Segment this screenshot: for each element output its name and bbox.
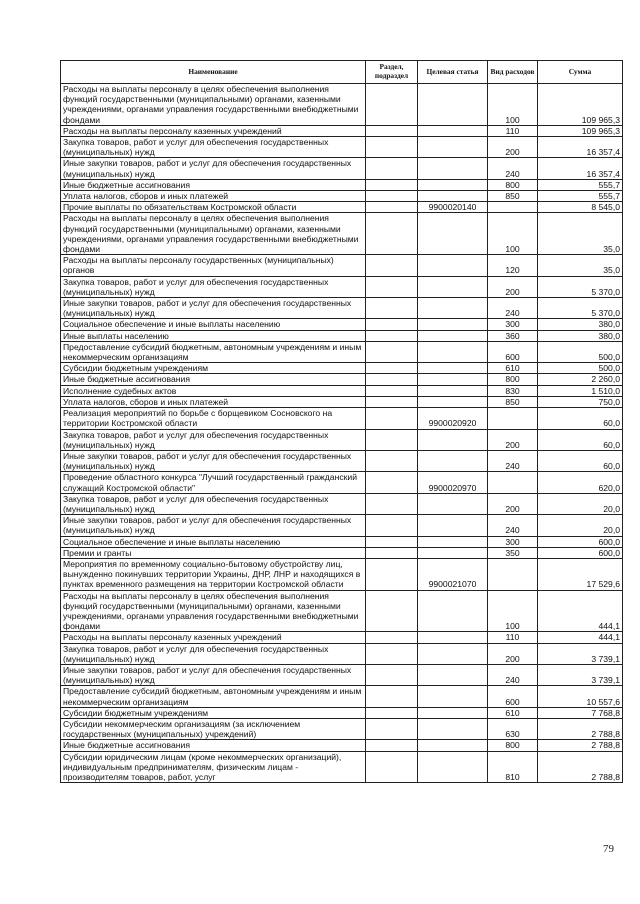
table-row	[61, 298, 623, 319]
cell-name: Социальное обеспечение и иные выплаты населению	[61, 536, 366, 547]
cell-kind: 800	[488, 179, 538, 190]
cell-sum: 2 788,8	[538, 740, 623, 751]
table-row	[61, 385, 623, 396]
cell-sum: 1 510,0	[538, 385, 623, 396]
cell-sum: 16 357,4	[538, 137, 623, 158]
table-row	[61, 341, 623, 362]
table-row	[61, 590, 623, 632]
cell-sum: 600,0	[538, 547, 623, 558]
cell-kind: 630	[488, 718, 538, 739]
cell-section	[366, 408, 418, 429]
cell-target	[418, 213, 488, 255]
cell-section	[366, 341, 418, 362]
table-row	[61, 255, 623, 276]
table-row	[61, 664, 623, 685]
cell-target	[418, 125, 488, 136]
cell-sum: 2 788,8	[538, 718, 623, 739]
cell-sum: 5 370,0	[538, 276, 623, 297]
cell-kind: 240	[488, 298, 538, 319]
table-body	[61, 84, 623, 783]
cell-kind: 200	[488, 493, 538, 514]
cell-name: Расходы на выплаты персоналу в целях обеспечения выполнения функций государственными (муниципальными) органами, казенными учреждениями, органами управления государственными внебюджетными фондами	[61, 590, 366, 632]
cell-section	[366, 429, 418, 450]
table-row	[61, 137, 623, 158]
budget-table-container	[60, 60, 622, 783]
header-sum: Сумма	[538, 61, 623, 84]
cell-target	[418, 718, 488, 739]
cell-section	[366, 276, 418, 297]
cell-section	[366, 718, 418, 739]
cell-target	[418, 751, 488, 783]
cell-target	[418, 276, 488, 297]
cell-section	[366, 515, 418, 536]
cell-target	[418, 590, 488, 632]
cell-kind: 300	[488, 536, 538, 547]
table-row	[61, 276, 623, 297]
cell-section	[366, 298, 418, 319]
cell-target	[418, 664, 488, 685]
cell-section	[366, 202, 418, 213]
cell-sum: 35,0	[538, 255, 623, 276]
cell-kind	[488, 472, 538, 493]
cell-target	[418, 319, 488, 330]
cell-kind: 810	[488, 751, 538, 783]
cell-section	[366, 472, 418, 493]
cell-target	[418, 396, 488, 407]
cell-sum: 60,0	[538, 450, 623, 471]
cell-target	[418, 429, 488, 450]
cell-target	[418, 255, 488, 276]
cell-target	[418, 298, 488, 319]
cell-kind: 200	[488, 429, 538, 450]
cell-kind: 200	[488, 643, 538, 664]
cell-section	[366, 396, 418, 407]
header-name: Наименование	[61, 61, 366, 84]
cell-sum: 35,0	[538, 213, 623, 255]
cell-name: Уплата налогов, сборов и иных платежей	[61, 191, 366, 202]
header-kind: Вид расходов	[488, 61, 538, 84]
cell-target	[418, 158, 488, 179]
cell-name: Закупка товаров, работ и услуг для обеспечения государственных (муниципальных) нужд	[61, 429, 366, 450]
cell-name: Расходы на выплаты персоналу государственных (муниципальных) органов	[61, 255, 366, 276]
cell-target	[418, 632, 488, 643]
cell-target	[418, 547, 488, 558]
cell-sum: 380,0	[538, 319, 623, 330]
cell-section	[366, 84, 418, 126]
cell-section	[366, 213, 418, 255]
cell-section	[366, 536, 418, 547]
cell-target	[418, 330, 488, 341]
cell-name: Субсидии бюджетным учреждениям	[61, 363, 366, 374]
cell-section	[366, 558, 418, 590]
table-row	[61, 740, 623, 751]
cell-target	[418, 363, 488, 374]
cell-section	[366, 385, 418, 396]
table-header-row	[61, 61, 623, 84]
cell-name: Субсидии юридическим лицам (кроме некоммерческих организаций), индивидуальным предпринимателям, физическим лицам - производителям товаров, работ, услуг	[61, 751, 366, 783]
cell-target	[418, 515, 488, 536]
cell-section	[366, 319, 418, 330]
cell-sum: 8 545,0	[538, 202, 623, 213]
page-number: 79	[603, 843, 614, 855]
table-row	[61, 429, 623, 450]
cell-name: Закупка товаров, работ и услуг для обеспечения государственных (муниципальных) нужд	[61, 643, 366, 664]
cell-sum: 380,0	[538, 330, 623, 341]
cell-section	[366, 686, 418, 707]
cell-kind	[488, 408, 538, 429]
cell-kind: 850	[488, 191, 538, 202]
cell-name: Субсидии бюджетным учреждениям	[61, 707, 366, 718]
cell-target	[418, 643, 488, 664]
table-row	[61, 686, 623, 707]
cell-sum: 600,0	[538, 536, 623, 547]
cell-target	[418, 740, 488, 751]
table-row	[61, 493, 623, 514]
cell-section	[366, 751, 418, 783]
cell-target	[418, 493, 488, 514]
cell-kind: 850	[488, 396, 538, 407]
cell-section	[366, 664, 418, 685]
table-row	[61, 751, 623, 783]
table-row	[61, 472, 623, 493]
cell-sum: 109 965,3	[538, 84, 623, 126]
table-row	[61, 536, 623, 547]
cell-kind: 240	[488, 158, 538, 179]
cell-target	[418, 686, 488, 707]
cell-section	[366, 191, 418, 202]
cell-target	[418, 536, 488, 547]
cell-name: Закупка товаров, работ и услуг для обеспечения государственных (муниципальных) нужд	[61, 276, 366, 297]
cell-name: Расходы на выплаты персоналу в целях обеспечения выполнения функций государственными (муниципальными) органами, казенными учреждениями, органами управления государственными внебюджетными фондами	[61, 84, 366, 126]
cell-sum: 60,0	[538, 429, 623, 450]
cell-name: Предоставление субсидий бюджетным, автономным учреждениям и иным некоммерческим организациям	[61, 686, 366, 707]
table-row	[61, 450, 623, 471]
cell-section	[366, 632, 418, 643]
cell-section	[366, 493, 418, 514]
cell-name: Предоставление субсидий бюджетным, автономным учреждениям и иным некоммерческим организациям	[61, 341, 366, 362]
cell-section	[366, 547, 418, 558]
cell-kind: 300	[488, 319, 538, 330]
cell-section	[366, 707, 418, 718]
cell-section	[366, 137, 418, 158]
cell-kind	[488, 558, 538, 590]
cell-section	[366, 179, 418, 190]
cell-name: Иные выплаты населению	[61, 330, 366, 341]
cell-section	[366, 125, 418, 136]
cell-sum: 10 557,6	[538, 686, 623, 707]
table-row	[61, 319, 623, 330]
table-row	[61, 84, 623, 126]
table-row	[61, 158, 623, 179]
cell-section	[366, 158, 418, 179]
cell-name: Расходы на выплаты персоналу в целях обеспечения выполнения функций государственными (муниципальными) органами, казенными учреждениями, органами управления государственными внебюджетными фондами	[61, 213, 366, 255]
cell-name: Социальное обеспечение и иные выплаты населению	[61, 319, 366, 330]
cell-kind: 110	[488, 125, 538, 136]
table-row	[61, 718, 623, 739]
cell-name: Иные бюджетные ассигнования	[61, 374, 366, 385]
table-row	[61, 396, 623, 407]
cell-target	[418, 179, 488, 190]
cell-section	[366, 374, 418, 385]
cell-target: 9900020920	[418, 408, 488, 429]
cell-section	[366, 643, 418, 664]
cell-sum: 620,0	[538, 472, 623, 493]
cell-sum: 5 370,0	[538, 298, 623, 319]
cell-kind: 240	[488, 450, 538, 471]
table-row	[61, 374, 623, 385]
cell-name: Исполнение судебных актов	[61, 385, 366, 396]
cell-name: Иные закупки товаров, работ и услуг для обеспечения государственных (муниципальных) нужд	[61, 515, 366, 536]
cell-kind: 100	[488, 84, 538, 126]
cell-name: Мероприятия по временному социально-бытовому обустройству лиц, вынужденно покинувших территории Украины, ДНР, ЛНР и находящихся в пунктах временного размещения на территории Костромской области	[61, 558, 366, 590]
table-row	[61, 125, 623, 136]
cell-sum: 16 357,4	[538, 158, 623, 179]
cell-sum: 17 529,6	[538, 558, 623, 590]
cell-target	[418, 191, 488, 202]
table-row	[61, 547, 623, 558]
budget-table	[60, 60, 623, 783]
table-row	[61, 643, 623, 664]
cell-sum: 3 739,1	[538, 664, 623, 685]
cell-sum: 7 768,8	[538, 707, 623, 718]
cell-target	[418, 84, 488, 126]
table-row	[61, 179, 623, 190]
cell-kind: 360	[488, 330, 538, 341]
cell-section	[366, 363, 418, 374]
cell-target	[418, 341, 488, 362]
cell-kind: 240	[488, 664, 538, 685]
cell-name: Иные закупки товаров, работ и услуг для обеспечения государственных (муниципальных) нужд	[61, 298, 366, 319]
cell-name: Иные закупки товаров, работ и услуг для обеспечения государственных (муниципальных) нужд	[61, 664, 366, 685]
cell-sum: 500,0	[538, 363, 623, 374]
cell-kind: 600	[488, 686, 538, 707]
cell-kind: 610	[488, 707, 538, 718]
table-row	[61, 515, 623, 536]
cell-target	[418, 385, 488, 396]
cell-sum: 500,0	[538, 341, 623, 362]
cell-sum: 20,0	[538, 515, 623, 536]
cell-target	[418, 450, 488, 471]
cell-name: Иные бюджетные ассигнования	[61, 179, 366, 190]
cell-target	[418, 374, 488, 385]
cell-name: Закупка товаров, работ и услуг для обеспечения государственных (муниципальных) нужд	[61, 137, 366, 158]
table-row	[61, 707, 623, 718]
cell-section	[366, 590, 418, 632]
table-row	[61, 558, 623, 590]
cell-kind: 200	[488, 137, 538, 158]
table-row	[61, 330, 623, 341]
header-target: Целевая статья	[418, 61, 488, 84]
table-row	[61, 213, 623, 255]
cell-name: Проведение областного конкурса "Лучший государственный гражданский служащий Костромской области"	[61, 472, 366, 493]
table-row	[61, 202, 623, 213]
cell-kind: 800	[488, 374, 538, 385]
cell-section	[366, 255, 418, 276]
table-row	[61, 408, 623, 429]
cell-kind: 600	[488, 341, 538, 362]
cell-sum: 555,7	[538, 179, 623, 190]
cell-sum: 444,1	[538, 632, 623, 643]
cell-name: Реализация мероприятий по борьбе с борщевиком Сосновского на территории Костромской области	[61, 408, 366, 429]
cell-kind: 200	[488, 276, 538, 297]
cell-kind: 100	[488, 213, 538, 255]
cell-target: 9900021070	[418, 558, 488, 590]
cell-target	[418, 137, 488, 158]
cell-target: 9900020140	[418, 202, 488, 213]
cell-target: 9900020970	[418, 472, 488, 493]
cell-sum: 109 965,3	[538, 125, 623, 136]
cell-sum: 444,1	[538, 590, 623, 632]
cell-name: Прочие выплаты по обязательствам Костромской области	[61, 202, 366, 213]
cell-kind: 240	[488, 515, 538, 536]
cell-kind	[488, 202, 538, 213]
cell-sum: 750,0	[538, 396, 623, 407]
cell-section	[366, 450, 418, 471]
table-row	[61, 191, 623, 202]
cell-kind: 350	[488, 547, 538, 558]
cell-kind: 610	[488, 363, 538, 374]
table-row	[61, 632, 623, 643]
cell-kind: 110	[488, 632, 538, 643]
cell-name: Субсидии некоммерческим организациям (за исключением государственных (муниципальных) учреждений)	[61, 718, 366, 739]
table-row	[61, 363, 623, 374]
cell-sum: 2 788,8	[538, 751, 623, 783]
cell-name: Иные закупки товаров, работ и услуг для обеспечения государственных (муниципальных) нужд	[61, 158, 366, 179]
cell-target	[418, 707, 488, 718]
cell-kind: 800	[488, 740, 538, 751]
cell-name: Закупка товаров, работ и услуг для обеспечения государственных (муниципальных) нужд	[61, 493, 366, 514]
cell-name: Иные закупки товаров, работ и услуг для обеспечения государственных (муниципальных) нужд	[61, 450, 366, 471]
cell-name: Иные бюджетные ассигнования	[61, 740, 366, 751]
cell-sum: 555,7	[538, 191, 623, 202]
cell-name: Расходы на выплаты персоналу казенных учреждений	[61, 632, 366, 643]
cell-sum: 2 260,0	[538, 374, 623, 385]
header-section: Раздел, подраздел	[366, 61, 418, 84]
cell-kind: 830	[488, 385, 538, 396]
cell-sum: 60,0	[538, 408, 623, 429]
cell-name: Премии и гранты	[61, 547, 366, 558]
cell-name: Уплата налогов, сборов и иных платежей	[61, 396, 366, 407]
cell-name: Расходы на выплаты персоналу казенных учреждений	[61, 125, 366, 136]
cell-section	[366, 330, 418, 341]
cell-sum: 20,0	[538, 493, 623, 514]
cell-kind: 120	[488, 255, 538, 276]
cell-kind: 100	[488, 590, 538, 632]
cell-section	[366, 740, 418, 751]
cell-sum: 3 739,1	[538, 643, 623, 664]
